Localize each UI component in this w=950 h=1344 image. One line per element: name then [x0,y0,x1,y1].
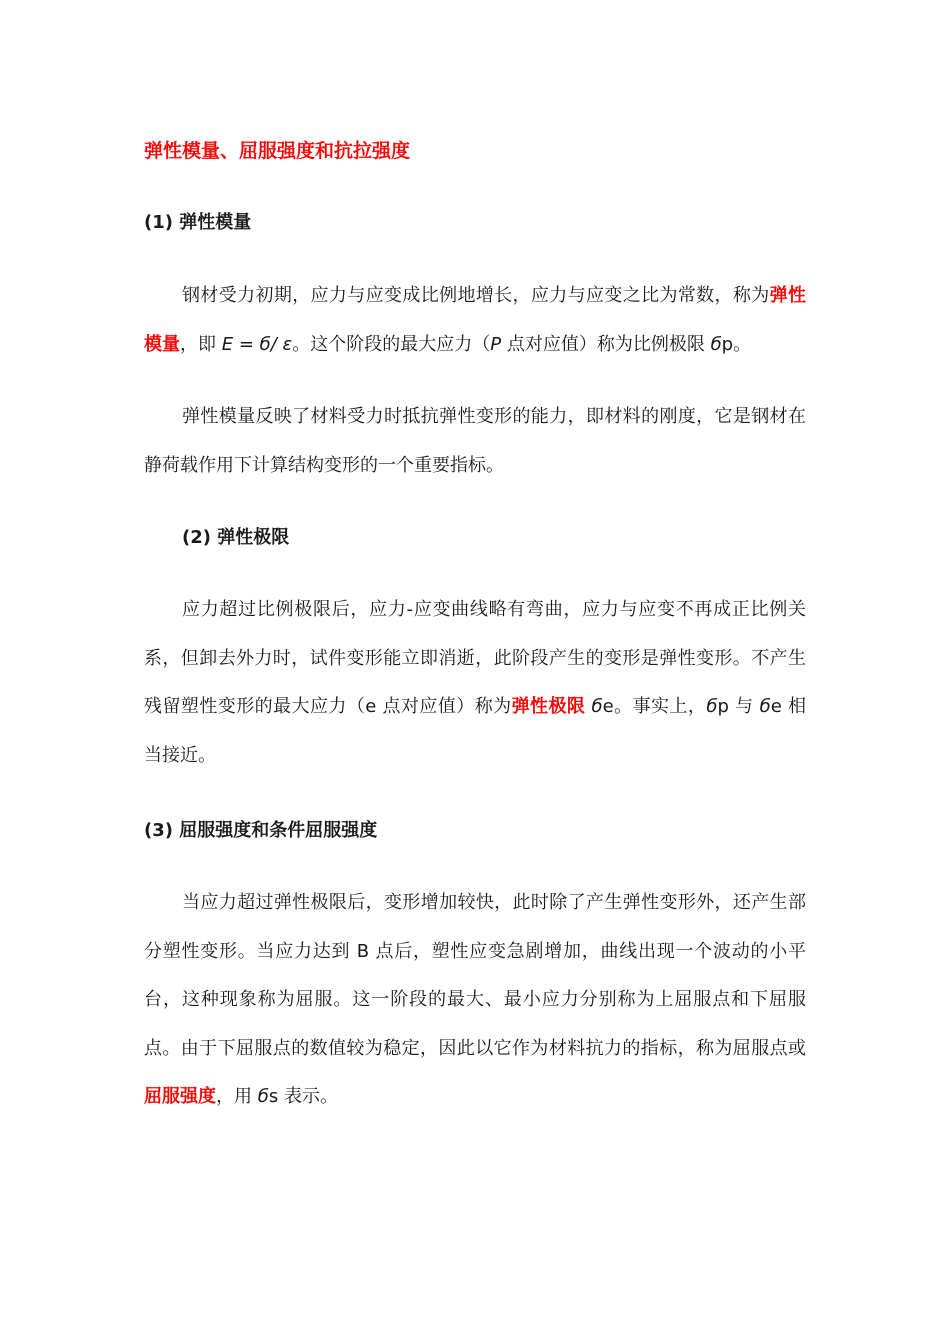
sigma-symbol: б [710,333,722,355]
text-run: 点对应值）称为比例极限 [501,333,711,355]
text-run: e 相当接近。 [144,696,807,766]
point-p: P [490,333,502,355]
paragraph-2-1 [144,586,806,780]
term-elastic-modulus: 弹性模量 [144,285,807,355]
sigma-symbol: б [706,696,718,717]
paragraph-1-1 [144,272,806,369]
formula-e: E = б/ ε [221,333,293,355]
paragraph-1-2: 弹性模量反映了材料受力时抵抗弹性变形的能力，即材料的刚度，它是钢材在静荷载作用下计算结构变形的一个重要指标。 [144,406,806,476]
text-run: 钢材受力初期，应力与应变成比例地增长，应力与应变之比为常数，称为 [182,285,770,306]
sigma-symbol: б [257,1086,269,1107]
term-yield-strength: 屈服强度 [144,1086,216,1107]
text-run: ，即 [180,333,222,355]
text-run: p 与 [717,696,760,717]
section-heading-3: (3) 屈服强度和条件屈服强度 [144,820,378,841]
sigma-symbol: б [591,696,603,717]
text-run: p。 [721,333,752,355]
section-heading-2: (2) 弹性极限 [182,527,290,548]
document-title: 弹性模量、屈服强度和抗拉强度 [144,140,411,162]
text-run: 当应力超过弹性极限后，变形增加较快，此时除了产生弹性变形外，还产生部分塑性变形。当应力达到 B 点后，塑性应变急剧增加，曲线出现一个波动的小平台，这种现象称为屈服。这一阶段的最大、最小应力分别称为上屈服点和下屈服点。由于下屈服点的数值较为稳定，因此以它作为材料抗力的指标，称为屈服点或 [144,892,806,1059]
paragraph-3-1 [144,879,806,1122]
text-run: 应力超过比例极限后，应力-应变曲线略有弯曲，应力与应变不再成正比例关系，但卸去外力时，试件变形能立即消逝，此阶段产生的变形是弹性变形。不产生残留塑性变形的最大应力（e 点对应值）称为 [144,599,806,717]
section-heading-1: (1) 弹性模量 [144,212,252,233]
text-run: ，用 [216,1086,258,1107]
term-elastic-limit: 弹性极限 [511,696,586,717]
sigma-symbol: б [759,696,771,717]
text-run: 。这个阶段的最大应力（ [292,333,491,355]
text-run: s 表示。 [268,1086,338,1107]
text-run: e。事实上， [602,696,707,717]
